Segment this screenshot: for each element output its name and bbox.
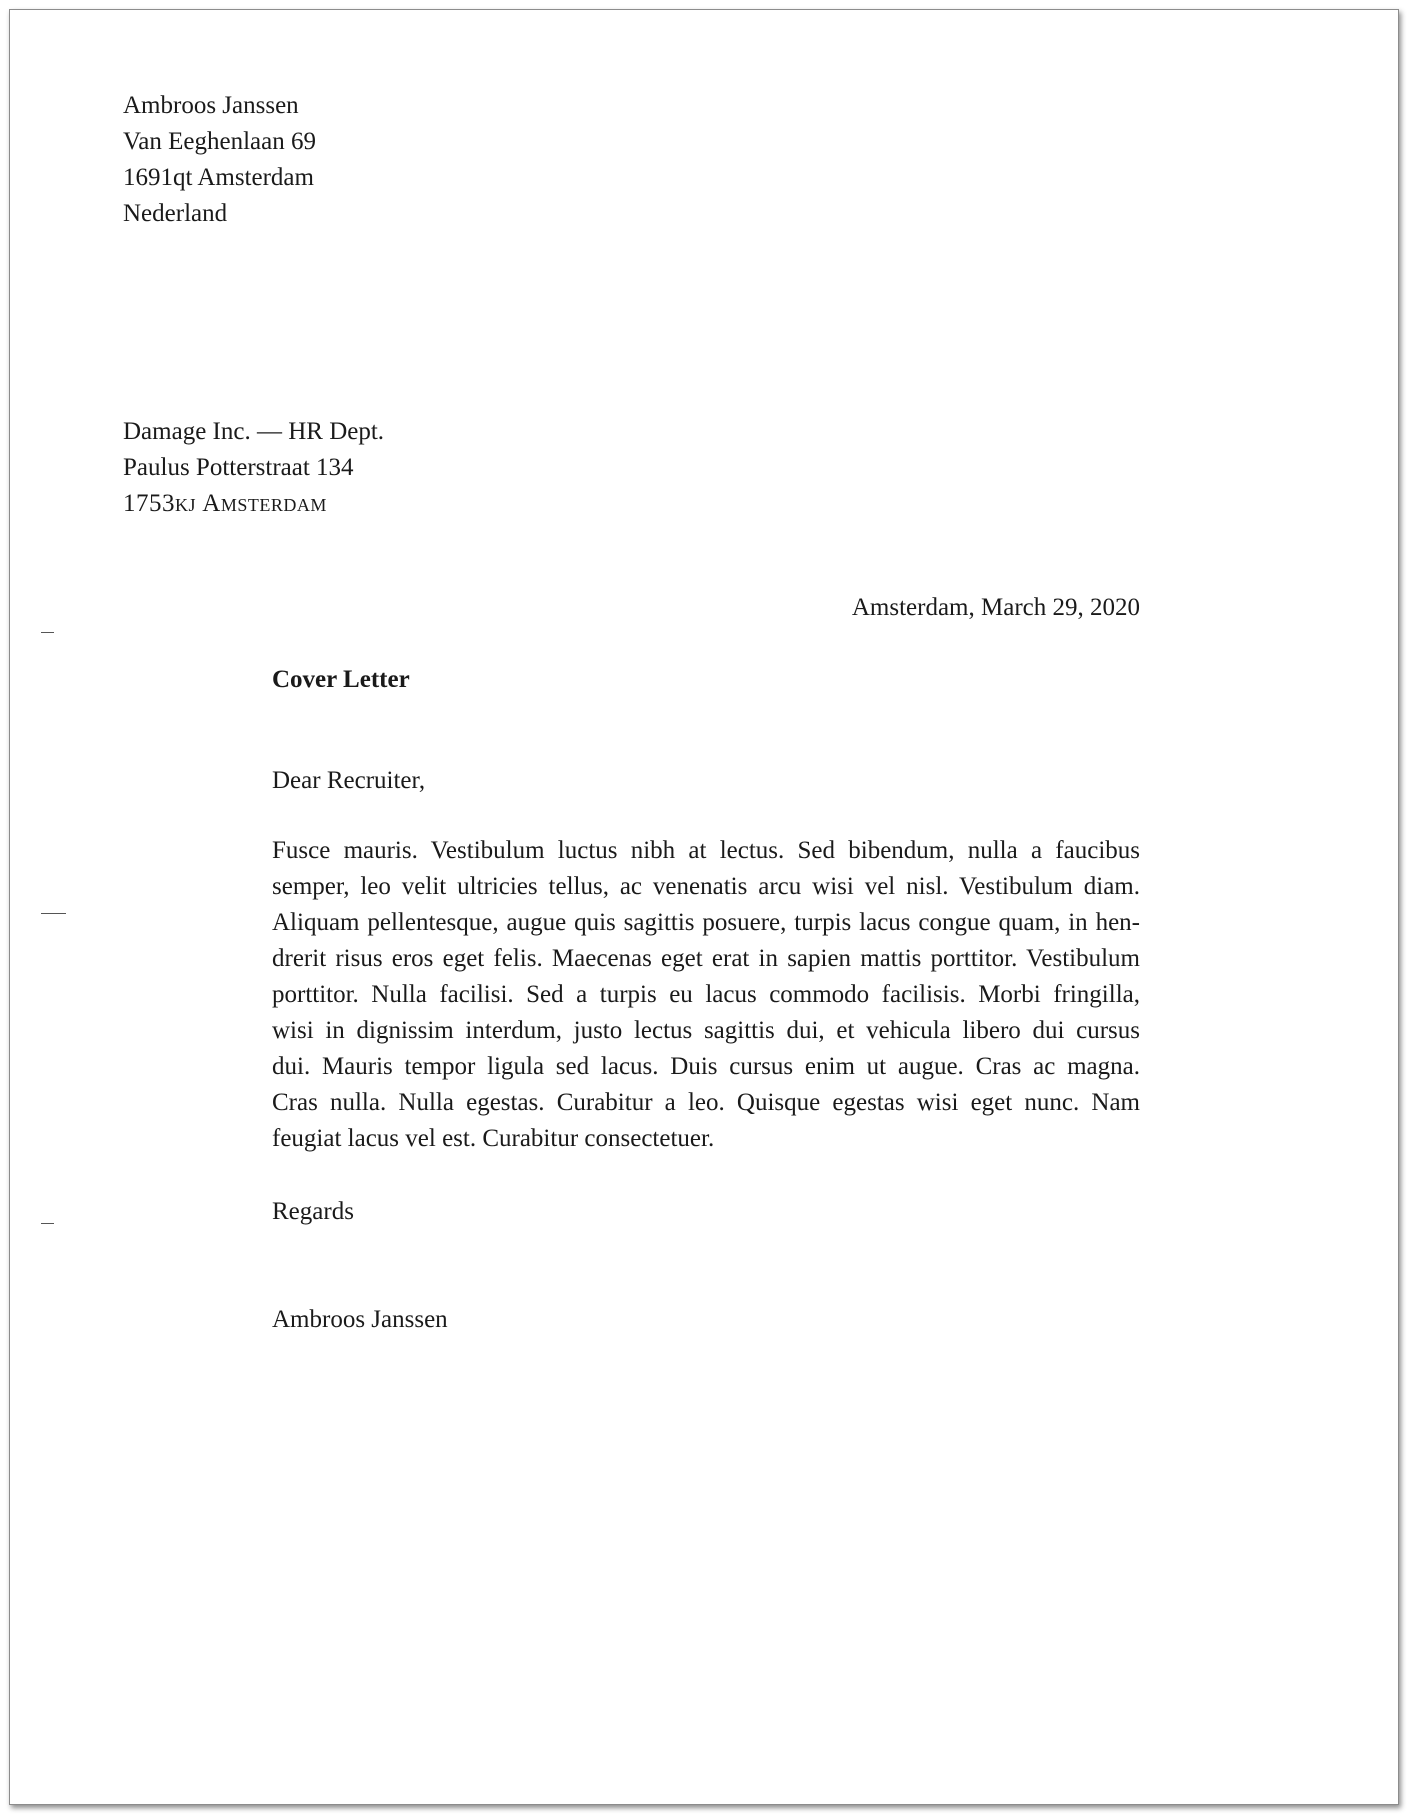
fold-mark-bottom	[41, 1223, 54, 1224]
body-line: drerit risus eros eget felis. Maecenas eget erat in sapien mattis porttitor. Vestibulum	[272, 945, 1140, 972]
body-line: porttitor. Nulla facilisi. Sed a turpis eu lacus commodo facilisis. Morbi fringilla,	[272, 981, 1140, 1008]
sender-address	[123, 88, 316, 232]
letter-date: Amsterdam, March 29, 2020	[851, 594, 1140, 621]
punch-mark-center	[41, 913, 66, 914]
letter-subject: Cover Letter	[272, 666, 410, 693]
sender-postcode-city: 1691qt Amsterdam	[123, 164, 314, 191]
body-line: Aliquam pellentesque, augue quis sagittis posuere, turpis lacus congue quam, in hen-	[272, 909, 1140, 936]
body-line: Fusce mauris. Vestibulum luctus nibh at lectus. Sed bibendum, nulla a faucibus	[272, 837, 1140, 864]
recipient-street: Paulus Potterstraat 134	[123, 454, 354, 481]
signature-name: Ambroos Janssen	[272, 1306, 448, 1333]
body-line: wisi in dignissim interdum, justo lectus sagittis dui, et vehicula libero dui cursus	[272, 1017, 1140, 1044]
recipient-company: Damage Inc. — HR Dept.	[123, 418, 385, 445]
sender-name: Ambroos Janssen	[123, 92, 299, 119]
salutation: Dear Recruiter,	[272, 767, 426, 794]
sender-street: Van Eeghenlaan 69	[123, 128, 316, 155]
fold-mark-top	[41, 632, 54, 633]
body-line: Cras nulla. Nulla egestas. Curabitur a leo. Quisque egestas wisi eget nunc. Nam	[272, 1089, 1140, 1116]
letter-page	[9, 9, 1399, 1805]
closing: Regards	[272, 1198, 354, 1225]
recipient-city: Amsterdam	[202, 490, 327, 517]
body-line: dui. Mauris tempor ligula sed lacus. Duis cursus enim ut augue. Cras ac magna.	[272, 1053, 1140, 1080]
sender-country: Nederland	[123, 200, 228, 227]
recipient-address	[123, 414, 384, 522]
recipient-postcode-city	[123, 486, 384, 522]
body-line: semper, leo velit ultricies tellus, ac venenatis arcu wisi vel nisl. Vestibulum diam.	[272, 873, 1140, 900]
letter-body	[272, 833, 1140, 1157]
body-line: feugiat lacus vel est. Curabitur consectetuer.	[272, 1125, 715, 1152]
recipient-postcode: 1753kj	[123, 490, 197, 517]
